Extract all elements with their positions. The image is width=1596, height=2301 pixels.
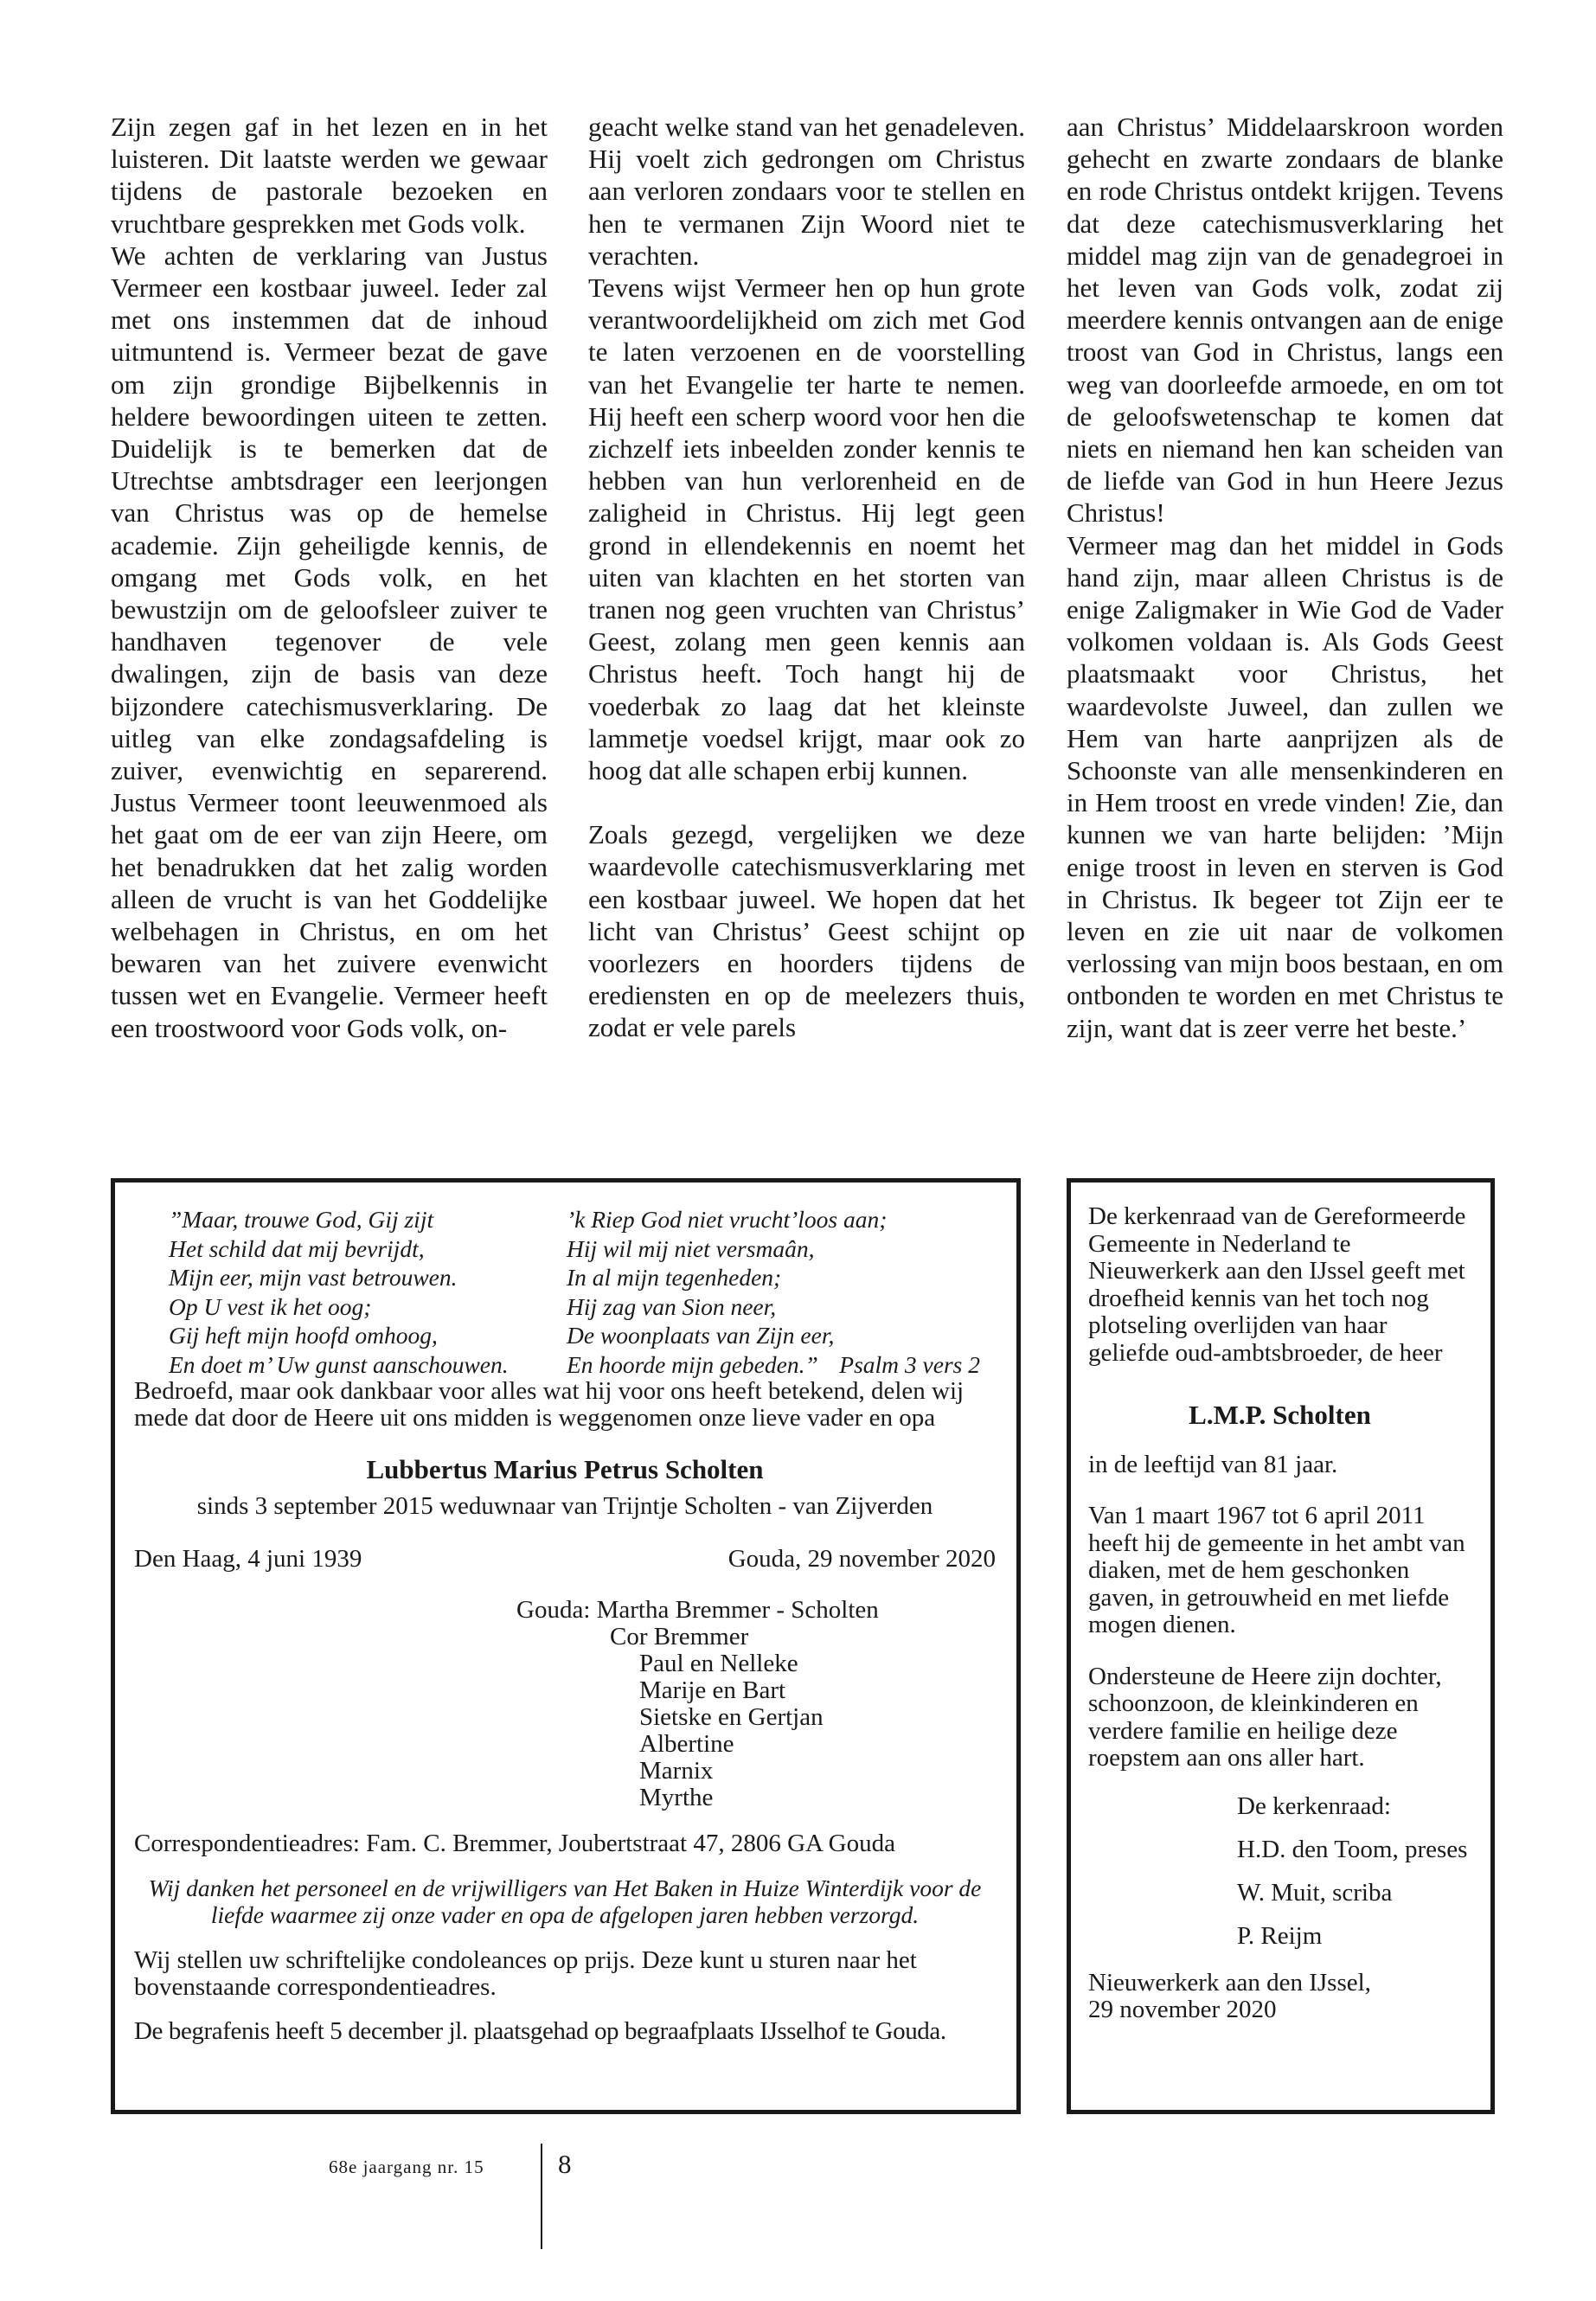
place-line: Nieuwerkerk aan den IJssel, xyxy=(1088,1968,1371,1997)
psalm-quote xyxy=(134,1205,996,1378)
date-line: 29 november 2020 xyxy=(1088,1996,1277,2023)
paragraph: aan Christus’ Middelaarskroon worden gehecht en zwarte zondaars de blanke en rode Christus ontdekt krijgen. Tevens dat deze catechismusverklaring het middel mag zijn van de genadegroei in het leven van Gods volk, zodat zij meerdere kennis ontvangen aan de enige troost van God in Christus, langs een weg van doorleefde armoede, en om tot de geloofswetenschap te komen dat niets en niemand hen kan scheiden van de liefde van God in hun Heere Jezus Christus! xyxy=(1067,112,1503,529)
grandchild: Marije en Bart xyxy=(639,1676,786,1704)
dates-row xyxy=(134,1546,996,1573)
deceased-initials: L.M.P. Scholten xyxy=(1189,1400,1371,1430)
psalm-line: In al mijn tegenheden; xyxy=(567,1264,782,1291)
grandchild: Sietske en Gertjan xyxy=(639,1703,824,1731)
article-column-1 xyxy=(111,111,548,1044)
signatory: P. Reijm xyxy=(1237,1921,1323,1950)
grandchild: Myrthe xyxy=(639,1784,714,1811)
psalm-line: Op U vest ik het oog; xyxy=(169,1292,372,1320)
psalm-line: Het schild dat mij bevrijdt, xyxy=(169,1234,425,1262)
death-date: Gouda, 29 november 2020 xyxy=(727,1545,996,1573)
family-spouse: Cor Bremmer xyxy=(610,1623,749,1650)
article-column-2 xyxy=(588,111,1025,1044)
psalm-line: En doet m’ Uw gunst aanschouwen. xyxy=(169,1350,509,1378)
age-line: in de leeftijd van 81 jaar. xyxy=(1088,1450,1338,1478)
service-paragraph: Van 1 maart 1967 tot 6 april 2011 heeft hij de gemeente in het ambt van diaken, met de hem geschonken gaven, in getrouwheid en met liefde mogen dienen. xyxy=(1088,1502,1465,1638)
paragraph: geacht welke stand van het genadeleven. Hij voelt zich gedrongen om Christus aan verloren zondaars voor te stellen en hen te vermanen Zijn Woord niet te verachten. xyxy=(588,112,1025,271)
signatory: H.D. den Toom, preses xyxy=(1237,1835,1468,1863)
psalm-line: Gij heft mijn hoofd omhoog, xyxy=(169,1322,438,1349)
funeral-note: De begrafenis heeft 5 december jl. plaatsgehad op begraafplaats IJsselhof te Gouda. xyxy=(134,2017,946,2045)
family-lead: Gouda: Martha Bremmer - Scholten xyxy=(516,1596,879,1624)
paragraph: We achten de verklaring van Justus Vermeer een kostbaar juweel. Ieder zal met ons instemmen dat de inhoud uitmuntend is. Vermeer bezat de gave om zijn grondige Bijbelkennis in heldere bewoordingen uiteen te zetten. Duidelijk is te bemerken dat de Utrechtse ambtsdrager een leerjongen van Christus was op de hemelse academie. Zijn geheiligde kennis, de omgang met Gods volk, en het bewustzijn om de geloofsleer zuiver te handhaven tegenover de vele dwalingen, zijn de basis van deze bijzondere catechismusverklaring. De uitleg van elke zondagsafdeling is zuiver, evenwichtig en separerend. Justus Vermeer toont leeuwenmoed als het gaat om de eer van zijn Heere, om het benadrukken dat het zalig worden alleen de vrucht is van het Goddelijke welbehagen in Christus, en om het bewaren van het zuivere evenwicht tussen wet en Evangelie. Vermeer heeft een troostwoord voor Gods volk, on- xyxy=(111,240,548,1043)
grandchild: Albertine xyxy=(639,1730,734,1758)
church-obituary-box xyxy=(1067,1178,1495,2114)
volume-label: 68e jaargang nr. 15 xyxy=(329,2157,484,2177)
article-column-3 xyxy=(1067,111,1503,1044)
signatory: W. Muit, scriba xyxy=(1237,1878,1393,1907)
page-number: 8 xyxy=(558,2149,572,2179)
thanks-note: Wij danken het personeel en de vrijwilligers van Het Baken in Huize Winterdijk voor de liefde waarmee zij onze vader en opa de afgelopen jaren hebben verzorgd. xyxy=(148,1875,982,1928)
signatories xyxy=(1237,1785,1471,1958)
grandchild: Marnix xyxy=(639,1757,714,1785)
psalm-line: ”Maar, trouwe God, Gij zijt xyxy=(169,1206,434,1233)
church-intro: De kerkenraad van de Gereformeerde Gemeente in Nederland te Nieuwerkerk aan den IJssel geeft met droefheid kennis van het toch nog plotseling overlijden van haar geliefde oud-ambtsbroeder, de heer xyxy=(1088,1202,1466,1367)
family-obituary-box xyxy=(111,1178,1021,2114)
psalm-line: Mijn eer, mijn vast betrouwen. xyxy=(169,1264,458,1291)
birth-date: Den Haag, 4 juni 1939 xyxy=(134,1545,362,1573)
psalm-line: Hij zag van Sion neer, xyxy=(567,1292,777,1320)
correspondence-address: Correspondentieadres: Fam. C. Bremmer, Joubertstraat 47, 2806 GA Gouda xyxy=(134,1830,895,1857)
deceased-name: Lubbertus Marius Petrus Scholten xyxy=(366,1454,764,1484)
psalm-line-text: En hoorde mijn gebeden.” xyxy=(567,1350,818,1378)
psalm-line xyxy=(567,1350,980,1380)
paragraph: Tevens wijst Vermeer hen op hun grote verantwoordelijkheid om zich met God te laten verzoenen en de voorstelling van het Evangelie ter harte te nemen. Hij heeft een scherp woord voor hen die zichzelf iets inbeelden zonder kennis te hebben van hun verlorenheid en de zaligheid in Christus. Hij legt geen grond in ellendekennis en noemt het uiten van klachten en het storten van tranen nog geen vruchten van Christus’ Geest, zolang men geen kennis aan Christus heeft. Toch hangt hij de voederbak zo laag dat het kleinste lammetje voedsel krijgt, maar ook zo hoog dat alle schapen erbij kunnen. xyxy=(588,272,1025,786)
psalm-stanza-left xyxy=(169,1205,509,1379)
paragraph: Zoals gezegd, vergelijken we deze waardevolle catechismusverklaring met een kostbaar juweel. We hopen dat het licht van Christus’ Geest schijnt op voorlezers en hoorders tijdens de erediensten en op de meelezers thuis, zodat er vele parels xyxy=(588,819,1025,1043)
psalm-line: De woonplaats van Zijn eer, xyxy=(567,1322,835,1349)
wish-paragraph: Ondersteune de Heere zijn dochter, schoonzoon, de kleinkinderen en verdere familie en heilige deze roepstem aan ons aller hart. xyxy=(1088,1662,1442,1772)
condolences-note: Wij stellen uw schriftelijke condoleances op prijs. Deze kunt u sturen naar het bovenstaande correspondentieadres. xyxy=(134,1946,917,2001)
psalm-reference: Psalm 3 vers 2 xyxy=(839,1350,980,1378)
family-list xyxy=(516,1597,996,1811)
psalm-line: Hij wil mij niet versmaân, xyxy=(567,1234,815,1262)
psalm-line: ’k Riep God niet vrucht’loos aan; xyxy=(567,1206,888,1233)
psalm-stanza-right xyxy=(567,1205,980,1379)
signatory: De kerkenraad: xyxy=(1237,1791,1391,1820)
obituary-intro: Bedroefd, maar ook dankbaar voor alles wat hij voor ons heeft betekend, delen wij mede dat door de Heere uit ons midden is weggenomen onze lieve vader en opa xyxy=(134,1377,965,1432)
widower-line: sinds 3 september 2015 weduwnaar van Trijntje Scholten - van Zijverden xyxy=(196,1492,933,1520)
paragraph: Vermeer mag dan het middel in Gods hand zijn, maar alleen Christus is de enige Zaligmaker in Wie God de Vader volkomen voldaan is. Als Gods Geest plaatsmaakt voor Christus, het waardevolste Juweel, dan zullen we Hem van harte aanprijzen als de Schoonste van alle mensenkinderen en in Hem troost en vrede vinden! Zie, dan kunnen we van harte belijden: ’Mijn enige troost in leven en sterven is God in Christus. Ik begeer tot Zijn eer te leven en zie uit naar de volkomen verlossing van mijn boos bestaan, en om ontbonden te worden en met Christus te zijn, want dat is zeer verre het beste.’ xyxy=(1067,529,1503,1043)
paragraph: Zijn zegen gaf in het lezen en in het luisteren. Dit laatste werden we gewaar tijdens de pastorale bezoeken en vruchtbare gesprekken met Gods volk. xyxy=(111,112,548,239)
grandchild: Paul en Nelleke xyxy=(639,1650,798,1677)
footer-divider xyxy=(541,2144,542,2249)
